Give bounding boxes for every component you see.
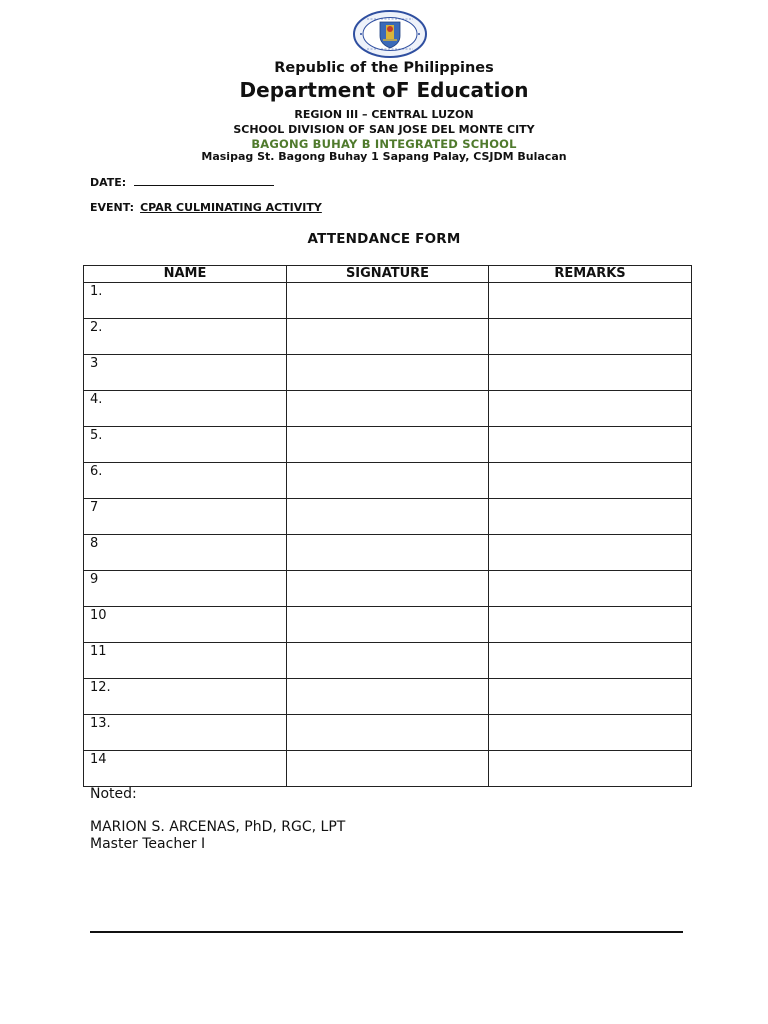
table-row <box>84 571 692 607</box>
table-row <box>84 679 692 715</box>
signature-cell[interactable] <box>287 715 489 751</box>
signature-cell[interactable] <box>287 427 489 463</box>
header-signature: SIGNATURE <box>287 266 489 283</box>
signature-cell[interactable] <box>287 463 489 499</box>
form-title: ATTENDANCE FORM <box>307 231 461 247</box>
remarks-cell[interactable] <box>489 535 692 571</box>
remarks-cell[interactable] <box>489 607 692 643</box>
remarks-cell[interactable] <box>489 355 692 391</box>
remarks-cell[interactable] <box>489 463 692 499</box>
remarks-cell[interactable] <box>489 751 692 787</box>
name-cell[interactable]: 10 <box>84 607 287 643</box>
table-row <box>84 283 692 319</box>
remarks-cell[interactable] <box>489 679 692 715</box>
remarks-cell[interactable] <box>489 391 692 427</box>
table-row <box>84 427 692 463</box>
republic-heading: Republic of the Philippines <box>274 60 494 76</box>
signature-cell[interactable] <box>287 499 489 535</box>
attendance-table <box>83 265 692 787</box>
remarks-cell[interactable] <box>489 571 692 607</box>
date-blank-line[interactable] <box>134 175 274 186</box>
signature-cell[interactable] <box>287 283 489 319</box>
name-cell[interactable]: 1. <box>84 283 287 319</box>
name-cell[interactable]: 5. <box>84 427 287 463</box>
remarks-cell[interactable] <box>489 499 692 535</box>
name-cell[interactable]: 9 <box>84 571 287 607</box>
signature-cell[interactable] <box>287 571 489 607</box>
noted-label: Noted: <box>90 786 137 802</box>
name-cell[interactable]: 12. <box>84 679 287 715</box>
name-cell[interactable]: 2. <box>84 319 287 355</box>
remarks-cell[interactable] <box>489 715 692 751</box>
region-line: REGION III – CENTRAL LUZON <box>294 108 474 121</box>
name-cell[interactable]: 14 <box>84 751 287 787</box>
department-title: Department oF Education <box>239 78 529 102</box>
name-cell[interactable]: 3 <box>84 355 287 391</box>
table-header-row <box>84 266 692 283</box>
date-field <box>90 175 274 189</box>
header-remarks: REMARKS <box>489 266 692 283</box>
signatory-title: Master Teacher I <box>90 836 206 852</box>
table-row <box>84 715 692 751</box>
school-address: Masipag St. Bagong Buhay 1 Sapang Palay, CSJDM Bulacan <box>201 150 567 163</box>
table-row <box>84 607 692 643</box>
signature-cell[interactable] <box>287 643 489 679</box>
table-row <box>84 391 692 427</box>
table-row <box>84 499 692 535</box>
signature-cell[interactable] <box>287 355 489 391</box>
table-row <box>84 643 692 679</box>
name-cell[interactable]: 4. <box>84 391 287 427</box>
division-line: SCHOOL DIVISION OF SAN JOSE DEL MONTE CITY <box>233 123 535 136</box>
remarks-cell[interactable] <box>489 283 692 319</box>
bottom-rule <box>90 931 683 933</box>
signature-cell[interactable] <box>287 607 489 643</box>
signature-cell[interactable] <box>287 679 489 715</box>
signature-cell[interactable] <box>287 751 489 787</box>
deped-seal-logo <box>353 10 427 58</box>
signature-cell[interactable] <box>287 319 489 355</box>
name-cell[interactable]: 8 <box>84 535 287 571</box>
signature-cell[interactable] <box>287 535 489 571</box>
signatory-block <box>90 819 345 853</box>
event-value: CPAR CULMINATING ACTIVITY <box>140 201 322 214</box>
remarks-cell[interactable] <box>489 643 692 679</box>
signature-cell[interactable] <box>287 391 489 427</box>
name-cell[interactable]: 6. <box>84 463 287 499</box>
signatory-name: MARION S. ARCENAS, PhD, RGC, LPT <box>90 819 346 835</box>
remarks-cell[interactable] <box>489 427 692 463</box>
date-label: DATE: <box>90 176 127 189</box>
table-row <box>84 463 692 499</box>
school-name: BAGONG BUHAY B INTEGRATED SCHOOL <box>251 137 517 151</box>
table-row <box>84 751 692 787</box>
remarks-cell[interactable] <box>489 319 692 355</box>
name-cell[interactable]: 13. <box>84 715 287 751</box>
event-label: EVENT: <box>90 201 135 214</box>
table-row <box>84 535 692 571</box>
event-field <box>90 201 322 214</box>
header-name: NAME <box>84 266 287 283</box>
table-row <box>84 355 692 391</box>
name-cell[interactable]: 11 <box>84 643 287 679</box>
name-cell[interactable]: 7 <box>84 499 287 535</box>
table-row <box>84 319 692 355</box>
